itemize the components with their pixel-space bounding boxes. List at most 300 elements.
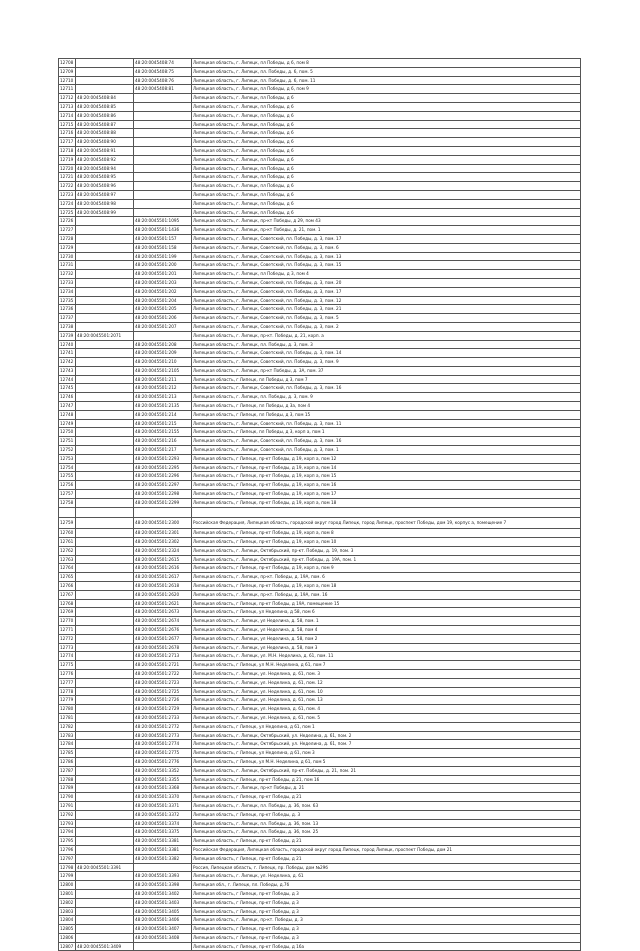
building-cadastral-cell (76, 801, 134, 810)
table-row (59, 94, 581, 103)
row-number-cell: 12736 (59, 305, 76, 314)
building-cadastral-cell (76, 472, 134, 481)
address-cell: Липецкая область, г. Липецк, Октябрьский, пр-кт. Победы, д. 19А, пом. 1 (192, 555, 581, 564)
building-cadastral-cell (76, 59, 134, 68)
table-row (59, 498, 581, 507)
address-cell: Липецкая область, г. Липецк, пл Победы, д 3, пом 4 (192, 270, 581, 279)
table-row (59, 722, 581, 731)
premise-cadastral-cell: 48:20:0045501:200 (134, 261, 192, 270)
building-cadastral-cell: 48:20:0045408:90 (76, 138, 134, 147)
row-number-cell: 12800 (59, 881, 76, 890)
address-cell: Липецкая область, г Липецк, пр-кт Победы, д 19, корп а, пом 12 (192, 454, 581, 463)
premise-cadastral-cell: 48:20:0045501:2723 (134, 678, 192, 687)
address-cell: Липецкая область, г Липецк, ул Неделина, д 58, пом 6 (192, 608, 581, 617)
table-row (59, 340, 581, 349)
premise-cadastral-cell: 48:20:0045501:2775 (134, 749, 192, 758)
premise-cadastral-cell (134, 102, 192, 111)
premise-cadastral-cell: 48:20:0045501:2135 (134, 402, 192, 411)
building-cadastral-cell (76, 270, 134, 279)
address-cell: Липецкая область, г. Липецк, пр-кт. Победы, д. 3 (192, 916, 581, 925)
premise-cadastral-cell: 48:20:0045501:2615 (134, 555, 192, 564)
address-cell: Липецкая область, г. Липецк, ул. Неделина, д. 61 (192, 872, 581, 881)
row-number-cell: 12792 (59, 810, 76, 819)
building-cadastral-cell (76, 366, 134, 375)
row-number-cell: 12798 (59, 863, 76, 872)
premise-cadastral-cell: 48:20:0045501:3381 (134, 845, 192, 854)
table-row (59, 270, 581, 279)
row-number-cell: 12777 (59, 678, 76, 687)
premise-cadastral-cell: 48:20:0045501:204 (134, 296, 192, 305)
table-row (59, 626, 581, 635)
building-cadastral-cell (76, 252, 134, 261)
building-cadastral-cell (76, 518, 134, 529)
address-cell: Липецкая область, г Липецк, пр-кт Победы, д 3 (192, 925, 581, 934)
table-row (59, 573, 581, 582)
address-cell: Липецкая область, г Липецк, пр-кт Победы, д 19, корп а, пом 16 (192, 481, 581, 490)
table-row (59, 454, 581, 463)
address-cell: Липецкая область, г. Липецк, Советский, пл. Победы, д. 3, пом. 2 (192, 322, 581, 331)
building-cadastral-cell (76, 226, 134, 235)
table-row (59, 863, 581, 872)
building-cadastral-cell (76, 463, 134, 472)
premise-cadastral-cell: 48:20:0045501:1436 (134, 226, 192, 235)
address-cell: Липецкая область, г. Липецк, ул Неделина, д. 58, пом 3 (192, 643, 581, 652)
address-cell: Липецкая область, г Липецк, пр-кт Победы, д 19, корп а, пом 17 (192, 490, 581, 499)
row-number-cell: 12708 (59, 59, 76, 68)
building-cadastral-cell (76, 538, 134, 547)
address-cell: Липецкая область, г. Липецк, пр-кт Победы, д 29, пом 43 (192, 217, 581, 226)
premise-cadastral-cell: 48:20:0045501:2722 (134, 669, 192, 678)
premise-cadastral-cell (134, 942, 192, 951)
table-row (59, 410, 581, 419)
address-cell: Российская Федерация, Липецкая область, городской округ город Липецк, город Липецк, проспект Победы, дом 21 (192, 845, 581, 854)
row-number-cell: 12797 (59, 854, 76, 863)
building-cadastral-cell (76, 872, 134, 881)
row-number-cell: 12785 (59, 749, 76, 758)
row-number-cell: 12744 (59, 375, 76, 384)
table-row (59, 740, 581, 749)
building-cadastral-cell (76, 643, 134, 652)
table-row (59, 538, 581, 547)
building-cadastral-cell: 48:20:0045501:3391 (76, 863, 134, 872)
table-row (59, 138, 581, 147)
address-cell: Липецкая область, г. Липецк, пл Победы, д 6 (192, 164, 581, 173)
row-number-cell: 12724 (59, 199, 76, 208)
building-cadastral-cell (76, 314, 134, 323)
address-cell: Липецкая область, г. Липецк, пл Победы, д 6 (192, 190, 581, 199)
building-cadastral-cell (76, 490, 134, 499)
row-number-cell: 12742 (59, 358, 76, 367)
premise-cadastral-cell (134, 190, 192, 199)
premise-cadastral-cell: 48:20:0045501:214 (134, 410, 192, 419)
premise-cadastral-cell: 48:20:0045501:2729 (134, 705, 192, 714)
building-cadastral-cell: 48:20:0045408:94 (76, 164, 134, 173)
building-cadastral-cell: 48:20:0045501:3409 (76, 942, 134, 951)
premise-cadastral-cell: 48:20:0045501:207 (134, 322, 192, 331)
table-row (59, 942, 581, 951)
table-row (59, 59, 581, 68)
building-cadastral-cell (76, 608, 134, 617)
table-row (59, 793, 581, 802)
table-row (59, 120, 581, 129)
row-number-cell: 12780 (59, 705, 76, 714)
building-cadastral-cell (76, 652, 134, 661)
table-row (59, 199, 581, 208)
row-number-cell: 12796 (59, 845, 76, 854)
premise-cadastral-cell: 48:20:0045501:212 (134, 384, 192, 393)
row-number-cell: 12770 (59, 617, 76, 626)
premise-cadastral-cell: 48:20:0045501:2620 (134, 590, 192, 599)
premise-cadastral-cell: 48:20:0045501:201 (134, 270, 192, 279)
address-cell: Липецкая область, г. Липецк, Октябрьский, ул. Неделина, д. 61, пом. 2 (192, 731, 581, 740)
building-cadastral-cell (76, 402, 134, 411)
address-cell: Липецкая область, г. Липецк, Советский, пл. Победы, д. 3, пом. 12 (192, 296, 581, 305)
address-cell: Россия, Липецкая область, г. Липецк, пр. Победы, дом №29б (192, 863, 581, 872)
building-cadastral-cell (76, 349, 134, 358)
row-number-cell: 12767 (59, 590, 76, 599)
table-row (59, 564, 581, 573)
table-row (59, 437, 581, 446)
row-number-cell: 12779 (59, 696, 76, 705)
building-cadastral-cell (76, 340, 134, 349)
premise-cadastral-cell: 48:20:0045501:157 (134, 234, 192, 243)
table-row (59, 428, 581, 437)
address-cell: Липецкая область, г. Липецк, пл. Победы, д. 6, пом. 5 (192, 67, 581, 76)
premise-cadastral-cell (134, 182, 192, 191)
building-cadastral-cell (76, 419, 134, 428)
address-cell: Липецкая область, г Липецк, ул М.Н. Неделина, д 61, пом 5 (192, 757, 581, 766)
row-number-cell: 12775 (59, 661, 76, 670)
table-row (59, 634, 581, 643)
premise-cadastral-cell: 48:20:0045501:3368 (134, 784, 192, 793)
premise-cadastral-cell: 48:20:0045501:2298 (134, 490, 192, 499)
building-cadastral-cell (76, 261, 134, 270)
address-cell: Липецкая область, г. Липецк, пл Победы, д 6 (192, 111, 581, 120)
table-row (59, 828, 581, 837)
table-row (59, 358, 581, 367)
table-row (59, 757, 581, 766)
row-number-cell: 12802 (59, 898, 76, 907)
premise-cadastral-cell: 48:20:0045501:203 (134, 278, 192, 287)
table-row (59, 314, 581, 323)
premise-cadastral-cell (134, 138, 192, 147)
premise-cadastral-cell: 48:20:0045501:1095 (134, 217, 192, 226)
table-row (59, 366, 581, 375)
table-row (59, 146, 581, 155)
table-row (59, 687, 581, 696)
premise-cadastral-cell: 48:20:0045501:2617 (134, 573, 192, 582)
premise-cadastral-cell: 48:20:0045501:2776 (134, 757, 192, 766)
building-cadastral-cell (76, 793, 134, 802)
address-cell: Липецкая область, г. Липецк, Советский, пл. Победы, д. 3, пом. 6 (192, 243, 581, 252)
table-row (59, 898, 581, 907)
premise-cadastral-cell (134, 199, 192, 208)
building-cadastral-cell (76, 454, 134, 463)
premise-cadastral-cell: 48:20:0045501:2733 (134, 713, 192, 722)
premise-cadastral-cell: 48:20:0045501:2300 (134, 518, 192, 529)
building-cadastral-cell (76, 446, 134, 455)
address-cell: Липецкая область, г Липецк, пр-кт Победы, д 3 (192, 907, 581, 916)
table-row (59, 67, 581, 76)
premise-cadastral-cell (134, 146, 192, 155)
table-row (59, 375, 581, 384)
row-number-cell: 12745 (59, 384, 76, 393)
building-cadastral-cell (76, 287, 134, 296)
building-cadastral-cell (76, 384, 134, 393)
address-cell: Липецкая область, г. Липецк, ул. Неделина, д. 61, пом. 10 (192, 687, 581, 696)
address-cell: Липецкая область, г Липецк, пр-кт Победы, д 21 (192, 854, 581, 863)
premise-cadastral-cell: 48:20:0045501:3408 (134, 933, 192, 942)
building-cadastral-cell: 48:20:0045408:84 (76, 94, 134, 103)
address-cell: Липецкая область, г. Липецк, пр-кт Победы, д. 21, пом. 1 (192, 226, 581, 235)
building-cadastral-cell: 48:20:0045501:2071 (76, 331, 134, 340)
cadastral-table (58, 58, 581, 951)
premise-cadastral-cell: 48:20:0045501:2324 (134, 546, 192, 555)
row-number-cell: 12709 (59, 67, 76, 76)
row-number-cell: 12758 (59, 498, 76, 507)
building-cadastral-cell (76, 498, 134, 507)
building-cadastral-cell (76, 617, 134, 626)
building-cadastral-cell (76, 845, 134, 854)
building-cadastral-cell (76, 819, 134, 828)
premise-cadastral-cell: 48:20:0045501:213 (134, 393, 192, 402)
row-number-cell: 12718 (59, 146, 76, 155)
premise-cadastral-cell (134, 120, 192, 129)
table-row (59, 296, 581, 305)
address-cell: Липецкая область, г Липецк, пр-кт Победы, д 21 (192, 837, 581, 846)
address-cell: Липецкая область, г Липецк, пр-кт Победы, д 19, корп а, пом 9 (192, 564, 581, 573)
address-cell: Липецкая область, г. Липецк, Советский, пл. Победы, д. 3, пом. 20 (192, 278, 581, 287)
row-number-cell: 12712 (59, 94, 76, 103)
premise-cadastral-cell: 48:20:0045408:81 (134, 85, 192, 94)
premise-cadastral-cell (134, 94, 192, 103)
address-cell: Липецкая область, г. Липецк, пл Победы, д 6 (192, 182, 581, 191)
row-number-cell: 12734 (59, 287, 76, 296)
address-cell: Липецкая область, г Липецк, пр-кт Победы, д 19, корп а, пом 15 (192, 472, 581, 481)
table-row (59, 518, 581, 529)
premise-cadastral-cell: 48:20:0045501:3352 (134, 766, 192, 775)
table-row (59, 916, 581, 925)
building-cadastral-cell (76, 67, 134, 76)
address-cell: Липецкая область, г Липецк, пл Победы, д 3, пом 15 (192, 410, 581, 419)
row-number-cell: 12716 (59, 129, 76, 138)
premise-cadastral-cell: 48:20:0045501:206 (134, 314, 192, 323)
address-cell: Липецкая область, г Липецк, ул М.Н. Неделина, д 61, пом 7 (192, 661, 581, 670)
address-cell: Липецкая область, г Липецк, пр-кт Победы, д 3 (192, 898, 581, 907)
row-number-cell: 12766 (59, 582, 76, 591)
premise-cadastral-cell: 48:20:0045501:2678 (134, 643, 192, 652)
address-cell: Липецкая область, г Липецк, пл Победы, д 3, корп а, пом 1 (192, 428, 581, 437)
row-number-cell: 12804 (59, 916, 76, 925)
table-row (59, 173, 581, 182)
address-cell: Липецкая область, г Липецк, пр-кт Победы, д 19А, помещение 15 (192, 599, 581, 608)
row-number-cell: 12733 (59, 278, 76, 287)
row-number-cell: 12783 (59, 731, 76, 740)
building-cadastral-cell: 48:20:0045408:87 (76, 120, 134, 129)
address-cell: Липецкая область, г. Липецк, пл. Победы, д. 3, пом. 3 (192, 340, 581, 349)
row-number-cell: 12761 (59, 538, 76, 547)
address-cell: Липецкая область, г. Липецк, ул Неделина, д. 58, пом. 1 (192, 617, 581, 626)
address-cell: Липецкая область, г. Липецк, пл Победы, д 6 (192, 208, 581, 217)
premise-cadastral-cell: 48:20:0045501:210 (134, 358, 192, 367)
row-number-cell: 12803 (59, 907, 76, 916)
building-cadastral-cell (76, 810, 134, 819)
table-row (59, 446, 581, 455)
table-row (59, 349, 581, 358)
building-cadastral-cell (76, 775, 134, 784)
address-cell: Липецкая область, г Липецк, пр-кт Победы, д 19, корп а, пом 10 (192, 538, 581, 547)
building-cadastral-cell (76, 634, 134, 643)
premise-cadastral-cell: 48:20:0045501:216 (134, 437, 192, 446)
address-cell: Липецкая область, г. Липецк, пл. Победы, д. 36, пом. 25 (192, 828, 581, 837)
premise-cadastral-cell: 48:20:0045501:3355 (134, 775, 192, 784)
table-row (59, 933, 581, 942)
row-number-cell: 12711 (59, 85, 76, 94)
address-cell: Липецкая область, г. Липецк, ул. Неделина, д. 61, пом. 3 (192, 669, 581, 678)
premise-cadastral-cell: 48:20:0045501:3398 (134, 881, 192, 890)
table-row (59, 164, 581, 173)
premise-cadastral-cell: 48:20:0045501:2713 (134, 652, 192, 661)
row-number-cell: 12732 (59, 270, 76, 279)
row-number-cell: 12778 (59, 687, 76, 696)
row-number-cell: 12753 (59, 454, 76, 463)
table-row (59, 925, 581, 934)
building-cadastral-cell (76, 393, 134, 402)
address-cell: Липецкая область, г Липецк, пр-кт Победы, д 21, пом 16 (192, 775, 581, 784)
table-row (59, 111, 581, 120)
table-row (59, 801, 581, 810)
premise-cadastral-cell: 48:20:0045501:2618 (134, 582, 192, 591)
row-number-cell: 12781 (59, 713, 76, 722)
building-cadastral-cell (76, 582, 134, 591)
address-cell: Липецкая область, г. Липецк, пл. Победы, д. 6, пом. 11 (192, 76, 581, 85)
building-cadastral-cell (76, 599, 134, 608)
premise-cadastral-cell: 48:20:0045501:3374 (134, 819, 192, 828)
table-body (59, 59, 581, 951)
building-cadastral-cell (76, 296, 134, 305)
building-cadastral-cell (76, 881, 134, 890)
address-cell: Липецкая область, г. Липецк, Октябрьский, ул. Неделина, д. 61, пом. 7 (192, 740, 581, 749)
premise-cadastral-cell: 48:20:0045501:3382 (134, 854, 192, 863)
building-cadastral-cell (76, 375, 134, 384)
table-row (59, 226, 581, 235)
premise-cadastral-cell: 48:20:0045501:2772 (134, 722, 192, 731)
building-cadastral-cell (76, 766, 134, 775)
table-row (59, 608, 581, 617)
address-cell: Липецкая область, г. Липецк, ул. М.Н. Неделина, д. 61, пом. 11 (192, 652, 581, 661)
row-number-cell: 12807 (59, 942, 76, 951)
row-number-cell: 12788 (59, 775, 76, 784)
row-number-cell: 12765 (59, 573, 76, 582)
row-number-cell: 12727 (59, 226, 76, 235)
premise-cadastral-cell: 48:20:0045501:3402 (134, 889, 192, 898)
address-cell: Липецкая область, г. Липецк, пл Победы, д 6, пом 8 (192, 59, 581, 68)
address-cell: Липецкая область, г. Липецк, пл Победы, д 6 (192, 120, 581, 129)
row-number-cell: 12751 (59, 437, 76, 446)
building-cadastral-cell (76, 564, 134, 573)
address-cell: Липецкая область, г. Липецк, Советский, пл. Победы, д. 3, пом. 14 (192, 349, 581, 358)
row-number-cell: 12730 (59, 252, 76, 261)
building-cadastral-cell (76, 555, 134, 564)
row-number-cell: 12791 (59, 801, 76, 810)
row-number-cell: 12714 (59, 111, 76, 120)
address-cell: Липецкая обл., г. Липецк, пл. Победы, д.7б (192, 881, 581, 890)
table-row (59, 182, 581, 191)
address-cell: Липецкая область, г Липецк, пр-кт Победы, д 16а (192, 942, 581, 951)
building-cadastral-cell (76, 217, 134, 226)
premise-cadastral-cell: 48:20:0045501:2105 (134, 366, 192, 375)
building-cadastral-cell (76, 243, 134, 252)
building-cadastral-cell (76, 731, 134, 740)
table-row (59, 322, 581, 331)
premise-cadastral-cell (134, 331, 192, 340)
premise-cadastral-cell: 48:20:0045501:3370 (134, 793, 192, 802)
row-number-cell: 12726 (59, 217, 76, 226)
address-cell: Липецкая область, г Липецк, пр-кт Победы, д 19, корп а, пом 8 (192, 529, 581, 538)
row-number-cell: 12738 (59, 322, 76, 331)
building-cadastral-cell: 48:20:0045408:96 (76, 182, 134, 191)
premise-cadastral-cell: 48:20:0045501:2299 (134, 498, 192, 507)
table-row (59, 889, 581, 898)
building-cadastral-cell (76, 305, 134, 314)
building-cadastral-cell (76, 85, 134, 94)
table-row (59, 76, 581, 85)
row-number-cell: 12760 (59, 529, 76, 538)
address-cell: Липецкая область, г. Липецк, пл. Победы, д. 3, пом. 9 (192, 393, 581, 402)
address-cell: Липецкая область, г Липецк, пл Победы, д 3а, пом 4 (192, 402, 581, 411)
address-cell: Липецкая область, г. Липецк, Октябрьский, пр-кт. Победы, д. 21, пом. 21 (192, 766, 581, 775)
premise-cadastral-cell (134, 173, 192, 182)
row-number-cell: 12717 (59, 138, 76, 147)
premise-cadastral-cell (134, 507, 192, 518)
row-number-cell: 12749 (59, 419, 76, 428)
premise-cadastral-cell: 48:20:0045501:2295 (134, 463, 192, 472)
row-number-cell: 12746 (59, 393, 76, 402)
row-number-cell: 12713 (59, 102, 76, 111)
table-row (59, 837, 581, 846)
premise-cadastral-cell: 48:20:0045501:2293 (134, 454, 192, 463)
address-cell: Липецкая область, г. Липецк, пл. Победы, д. 36, пом. 63 (192, 801, 581, 810)
row-number-cell: 12790 (59, 793, 76, 802)
premise-cadastral-cell: 48:20:0045501:158 (134, 243, 192, 252)
building-cadastral-cell: 48:20:0045408:91 (76, 146, 134, 155)
premise-cadastral-cell: 48:20:0045501:3372 (134, 810, 192, 819)
building-cadastral-cell (76, 705, 134, 714)
row-number-cell: 12801 (59, 889, 76, 898)
row-number-cell: 12754 (59, 463, 76, 472)
table-row (59, 261, 581, 270)
row-number-cell: 12715 (59, 120, 76, 129)
building-cadastral-cell (76, 722, 134, 731)
table-row (59, 243, 581, 252)
building-cadastral-cell (76, 907, 134, 916)
building-cadastral-cell (76, 322, 134, 331)
premise-cadastral-cell: 48:20:0045501:2674 (134, 617, 192, 626)
premise-cadastral-cell: 48:20:0045501:2773 (134, 731, 192, 740)
address-cell: Липецкая область, г. Липецк, Советский, пл. Победы, д. 3, пом. 17 (192, 287, 581, 296)
address-cell: Липецкая область, г. Липецк, пл Победы, д 6 (192, 129, 581, 138)
table-row (59, 481, 581, 490)
row-number-cell: 12771 (59, 626, 76, 635)
address-cell: Липецкая область, г. Липецк, пр-кт. Победы, д. 21, корп. а (192, 331, 581, 340)
address-cell: Липецкая область, г Липецк, ул Неделина, д 61, пом 1 (192, 722, 581, 731)
table-row (59, 402, 581, 411)
address-cell: Липецкая область, г Липецк, пр-кт Победы, д 19, корп а, пом 14 (192, 463, 581, 472)
row-number-cell: 12740 (59, 340, 76, 349)
table-row (59, 590, 581, 599)
table-row (59, 775, 581, 784)
row-number-cell: 12795 (59, 837, 76, 846)
